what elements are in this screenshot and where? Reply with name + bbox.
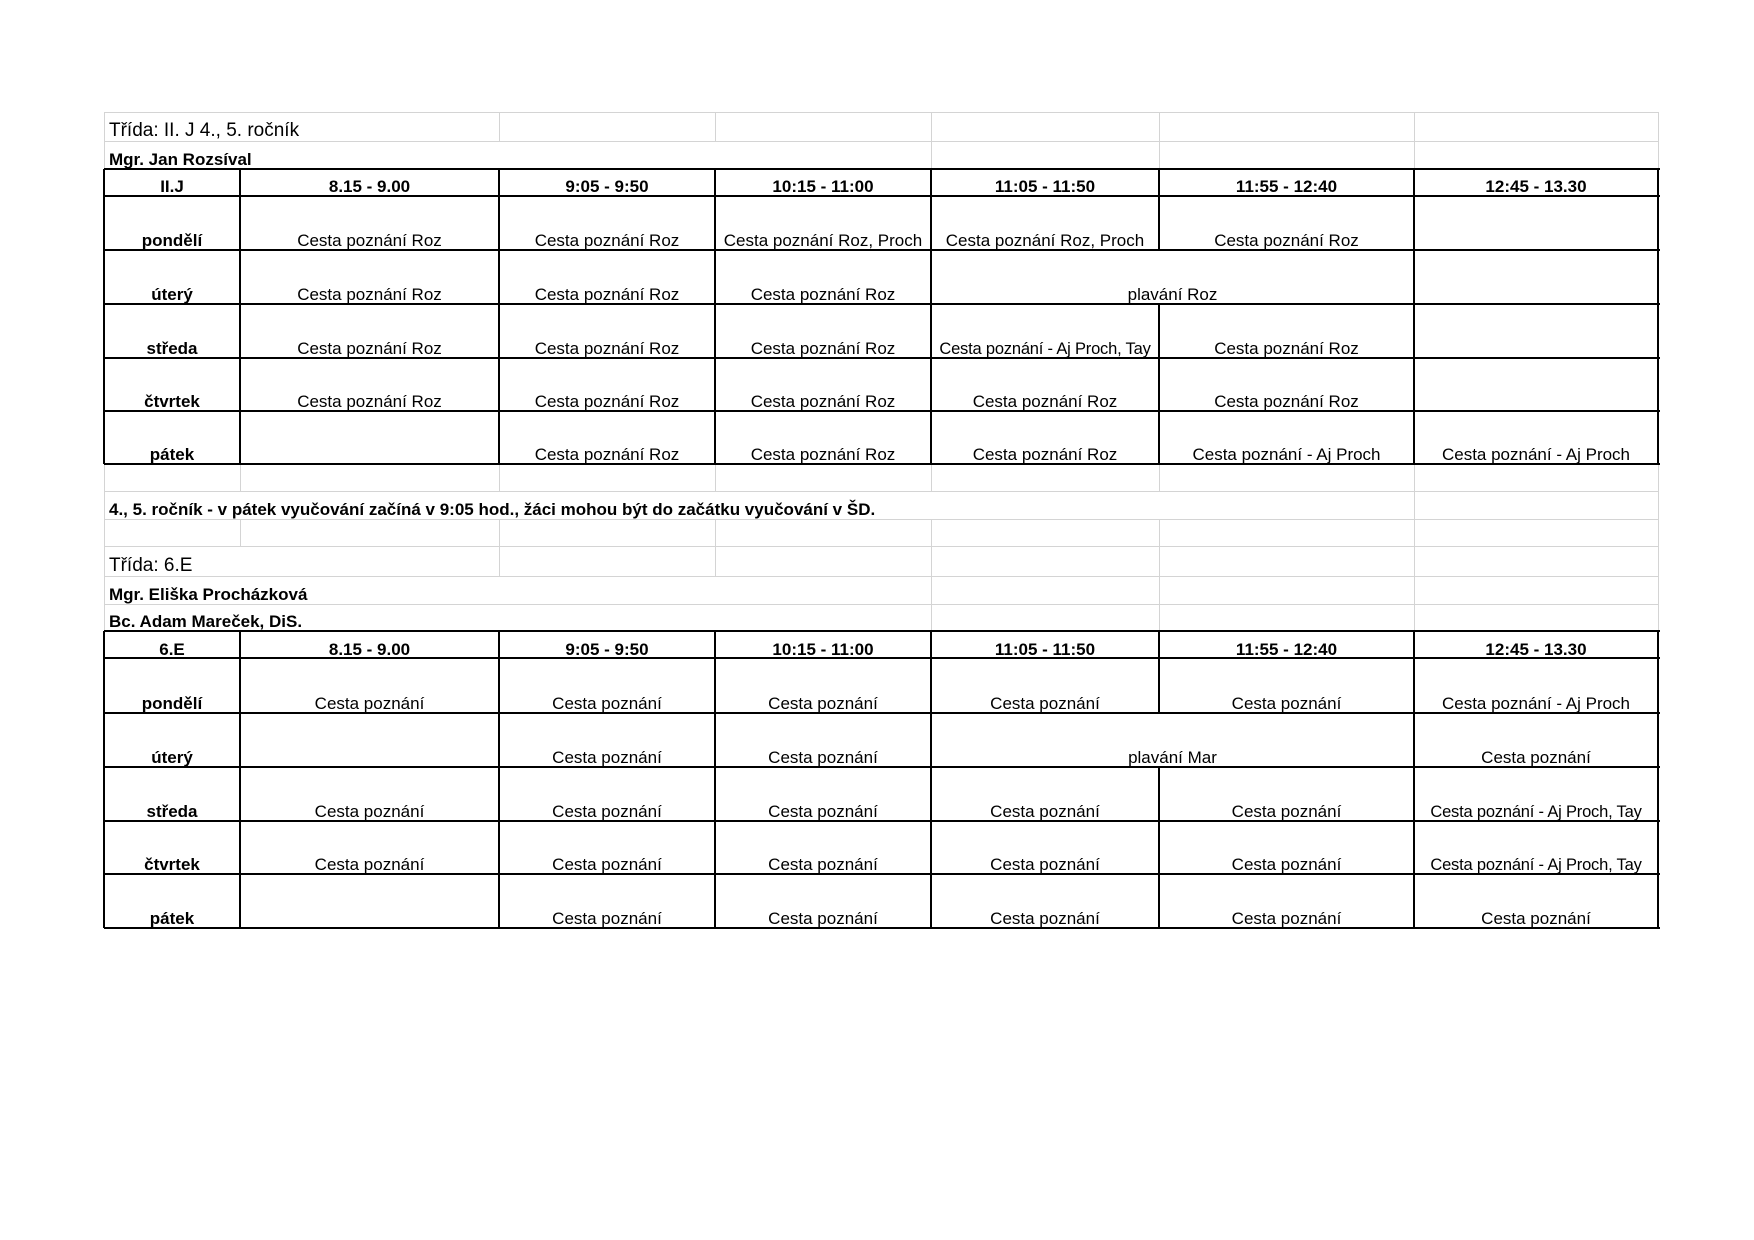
lesson-cell: Cesta poznání Roz — [297, 392, 442, 411]
lesson-cell: Cesta poznání Roz — [750, 392, 896, 411]
time-header: 8.15 - 9.00 — [328, 640, 411, 659]
teacher-name: Mgr. Jan Rozsíval — [109, 150, 252, 169]
lesson-cell: Cesta poznání — [552, 694, 662, 713]
time-header: 11:05 - 11:50 — [994, 177, 1096, 196]
lesson-cell: Cesta poznání — [768, 909, 878, 928]
day-label: úterý — [151, 285, 193, 304]
lesson-cell — [1414, 196, 1658, 250]
lesson-cell: Cesta poznání - Aj Proch, Tay — [939, 339, 1151, 358]
time-header: 9:05 - 9:50 — [565, 177, 649, 196]
class-label: Třída: 6.E — [109, 555, 193, 576]
lesson-cell: Cesta poznání — [990, 855, 1100, 874]
day-label: úterý — [151, 748, 193, 767]
lesson-cell: Cesta poznání — [552, 909, 662, 928]
lesson-cell: Cesta poznání Roz — [534, 231, 680, 250]
teacher-name: Mgr. Eliška Procházková — [109, 585, 308, 604]
lesson-cell: Cesta poznání Roz — [297, 231, 442, 250]
lesson-cell: Cesta poznání — [314, 802, 425, 821]
lesson-cell: Cesta poznání — [990, 802, 1100, 821]
lesson-cell: Cesta poznání - Aj Proch, Tay — [1430, 855, 1642, 874]
lesson-cell — [1414, 358, 1658, 411]
day-label: pátek — [149, 445, 195, 464]
lesson-cell: Cesta poznání — [552, 802, 662, 821]
day-label: středa — [146, 339, 198, 358]
lesson-cell: Cesta poznání — [1481, 909, 1591, 928]
lesson-cell: Cesta poznání — [1481, 748, 1591, 767]
time-header: 8.15 - 9.00 — [328, 177, 411, 196]
day-label: čtvrtek — [144, 392, 200, 411]
lesson-cell: Cesta poznání Roz — [750, 445, 896, 464]
table-corner: II.J — [160, 177, 184, 196]
table-corner: 6.E — [159, 640, 185, 659]
lesson-cell: Cesta poznání — [768, 694, 878, 713]
time-header: 9:05 - 9:50 — [565, 640, 649, 659]
lesson-cell: Cesta poznání — [1231, 909, 1342, 928]
lesson-cell: Cesta poznání Roz — [297, 339, 442, 358]
time-header: 12:45 - 13.30 — [1485, 640, 1587, 659]
lesson-cell — [240, 874, 499, 928]
lesson-cell: plavání Mar — [1128, 748, 1217, 767]
day-label: čtvrtek — [144, 855, 200, 874]
lesson-cell: Cesta poznání — [768, 748, 878, 767]
lesson-cell: Cesta poznání - Aj Proch — [1192, 445, 1381, 464]
lesson-cell: Cesta poznání Roz — [1214, 392, 1359, 411]
lesson-cell: plavání Roz — [1127, 285, 1218, 304]
lesson-cell: Cesta poznání — [1231, 802, 1342, 821]
lesson-cell: Cesta poznání Roz, Proch — [723, 231, 923, 250]
lesson-cell: Cesta poznání Roz — [534, 339, 680, 358]
lesson-cell: Cesta poznání — [552, 855, 662, 874]
lesson-cell — [1414, 250, 1658, 304]
lesson-cell — [240, 411, 499, 464]
time-header: 10:15 - 11:00 — [772, 640, 874, 659]
lesson-cell: Cesta poznání Roz — [972, 445, 1118, 464]
teacher-name: Bc. Adam Mareček, DiS. — [109, 612, 303, 631]
lesson-cell: Cesta poznání — [990, 694, 1100, 713]
lesson-cell: Cesta poznání Roz — [1214, 339, 1359, 358]
day-label: pondělí — [141, 694, 203, 713]
lesson-cell — [240, 713, 499, 767]
lesson-cell: Cesta poznání Roz — [750, 339, 896, 358]
lesson-cell: Cesta poznání — [314, 694, 425, 713]
time-header: 11:55 - 12:40 — [1235, 177, 1338, 196]
lesson-cell: Cesta poznání Roz — [534, 392, 680, 411]
schedule-note: 4., 5. ročník - v pátek vyučování začíná v 9:05 hod., žáci mohou být do začátku vyučování v ŠD. — [109, 500, 876, 519]
day-label: pátek — [149, 909, 195, 928]
time-header: 11:55 - 12:40 — [1235, 640, 1338, 659]
class-label: Třída: II. J 4., 5. ročník — [109, 120, 300, 141]
lesson-cell: Cesta poznání — [1231, 694, 1342, 713]
lesson-cell — [1414, 304, 1658, 358]
lesson-cell: Cesta poznání — [768, 855, 878, 874]
day-label: středa — [146, 802, 198, 821]
lesson-cell: Cesta poznání Roz — [972, 392, 1118, 411]
lesson-cell: Cesta poznání Roz — [534, 285, 680, 304]
lesson-cell: Cesta poznání — [990, 909, 1100, 928]
lesson-cell: Cesta poznání Roz, Proch — [945, 231, 1145, 250]
lesson-cell: Cesta poznání Roz — [1214, 231, 1359, 250]
lesson-cell: Cesta poznání — [768, 802, 878, 821]
lesson-cell: Cesta poznání — [314, 855, 425, 874]
day-label: pondělí — [141, 231, 203, 250]
time-header: 12:45 - 13.30 — [1485, 177, 1587, 196]
lesson-cell: Cesta poznání Roz — [750, 285, 896, 304]
lesson-cell: Cesta poznání — [1231, 855, 1342, 874]
lesson-cell: Cesta poznání Roz — [534, 445, 680, 464]
time-header: 10:15 - 11:00 — [772, 177, 874, 196]
time-header: 11:05 - 11:50 — [994, 640, 1096, 659]
lesson-cell: Cesta poznání Roz — [297, 285, 442, 304]
lesson-cell: Cesta poznání - Aj Proch — [1441, 694, 1631, 713]
lesson-cell: Cesta poznání - Aj Proch — [1441, 445, 1631, 464]
lesson-cell: Cesta poznání - Aj Proch, Tay — [1430, 802, 1642, 821]
lesson-cell: Cesta poznání — [552, 748, 662, 767]
